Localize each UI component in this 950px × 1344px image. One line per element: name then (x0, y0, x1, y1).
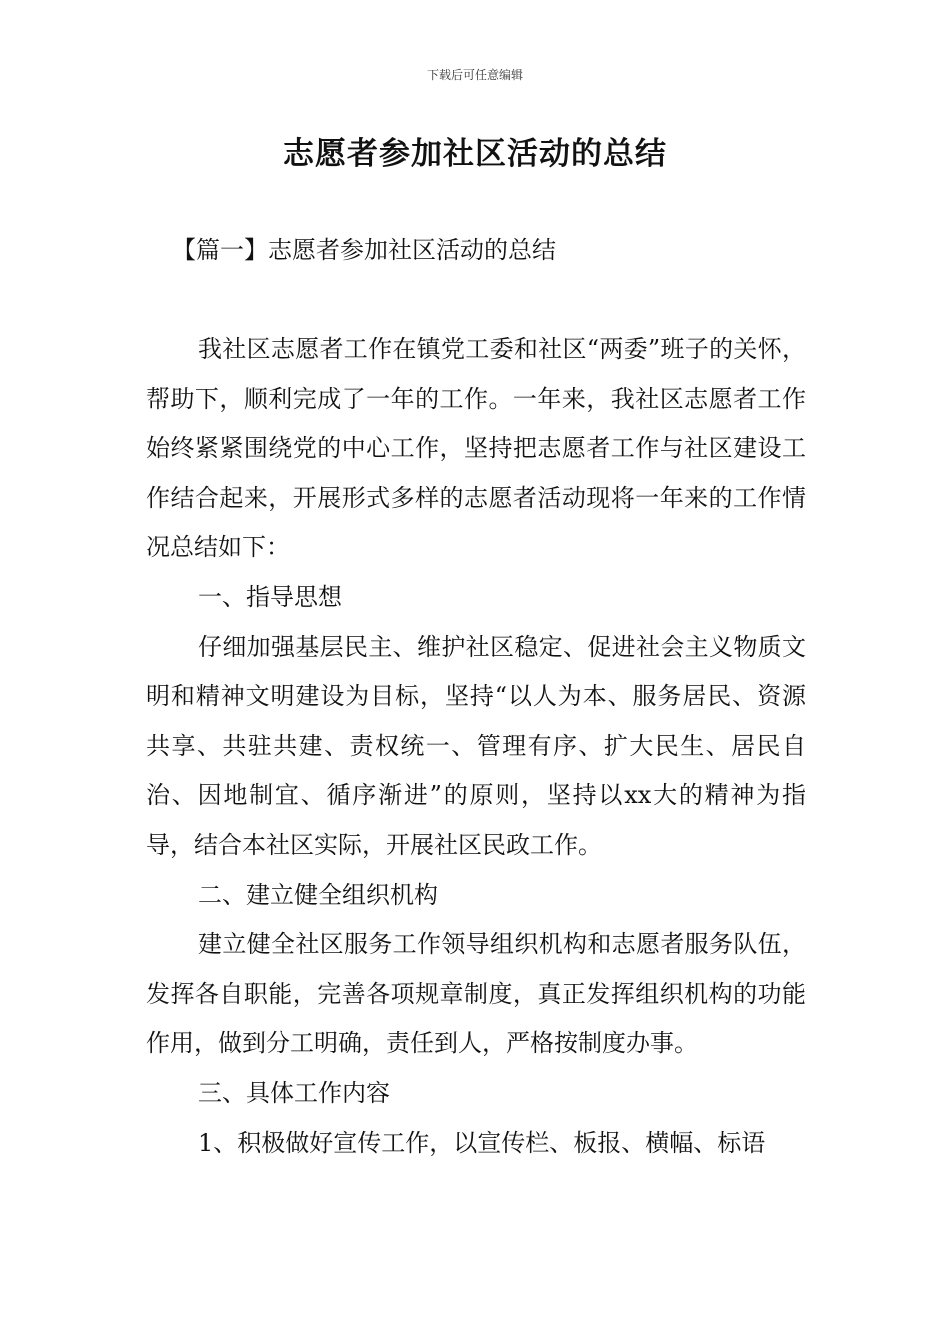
header-note: 下载后可任意编辑 (426, 68, 523, 82)
document-body (146, 325, 806, 1168)
paragraph-guiding-ideology: 仔细加强基层民主、维护社区稳定、促进社会主义物质文明和精神文明建设为目标，坚持“以人为本、服务居民、资源共享、共驻共建、责权统一、管理有序、扩大民生、居民自治、因地制宜、循序渐进”的原则，坚持以xx大的精神为指导，结合本社区实际，开展社区民政工作。 (146, 632, 806, 859)
paragraph-intro: 我社区志愿者工作在镇党工委和社区“两委”班子的关怀，帮助下，顺利完成了一年的工作。一年来，我社区志愿者工作始终紧紧围绕党的中心工作，坚持把志愿者工作与社区建设工作结合起来，开展形式多样的志愿者活动现将一年来的工作情况总结如下： (146, 335, 806, 562)
heading-guiding-ideology: 一、指导思想 (198, 582, 342, 611)
heading-work-content: 三、具体工作内容 (198, 1078, 390, 1107)
paragraph-work-content-1: 1、积极做好宣传工作，以宣传栏、板报、横幅、标语 (198, 1128, 766, 1157)
paragraph-organization: 建立健全社区服务工作领导组织机构和志愿者服务队伍，发挥各自职能，完善各项规章制度，真正发挥组织机构的功能作用，做到分工明确，责任到人，严格按制度办事。 (146, 930, 806, 1058)
document-title: 志愿者参加社区活动的总结 (283, 136, 667, 172)
heading-organization: 二、建立健全组织机构 (198, 880, 438, 909)
section-heading: 【篇一】志愿者参加社区活动的总结 (172, 236, 556, 264)
